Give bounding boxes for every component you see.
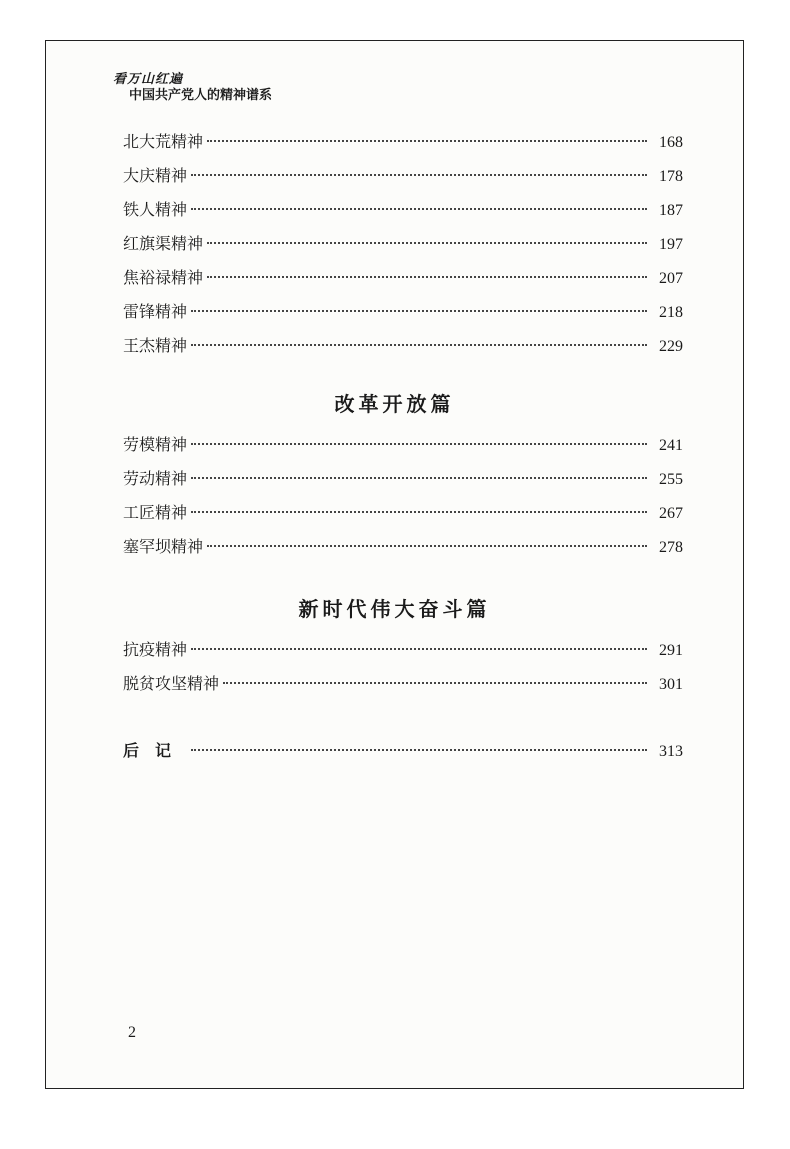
toc-entry-title: 红旗渠精神 <box>123 234 204 253</box>
page-number: 2 <box>128 1024 136 1041</box>
toc-entry[interactable] <box>123 637 683 671</box>
dot-leader <box>207 140 647 142</box>
toc-entry[interactable] <box>123 231 683 265</box>
dot-leader <box>191 208 647 210</box>
toc-entry-page: 218 <box>659 304 683 321</box>
dot-leader <box>207 276 647 278</box>
toc-entry-page: 197 <box>659 236 683 253</box>
toc-entry[interactable] <box>123 197 683 231</box>
toc-entry-page: 278 <box>659 539 683 556</box>
toc-entry-title: 工匠精神 <box>123 503 188 522</box>
toc-entry-page: 301 <box>659 676 683 693</box>
toc-postscript <box>123 738 683 772</box>
running-head <box>113 72 272 105</box>
toc-entry-title: 脱贫攻坚精神 <box>123 674 220 693</box>
dot-leader <box>191 648 647 650</box>
toc-entry-page: 178 <box>659 168 683 185</box>
toc-entry-page: 187 <box>659 202 683 219</box>
toc-entry-title: 北大荒精神 <box>123 132 204 151</box>
toc-entry-page: 229 <box>659 338 683 355</box>
toc-entry[interactable] <box>123 129 683 163</box>
dot-leader <box>207 545 647 547</box>
dot-leader <box>191 174 647 176</box>
toc-entry-title: 后记 <box>123 741 188 760</box>
toc-entry-title: 抗疫精神 <box>123 640 188 659</box>
section-heading-new-era: 新时代伟大奋斗篇 <box>298 597 491 621</box>
toc-entry[interactable] <box>123 333 683 367</box>
toc-entry-title: 塞罕坝精神 <box>123 537 204 556</box>
toc-entry[interactable] <box>123 299 683 333</box>
series-title: 看万山红遍 <box>113 72 184 87</box>
dot-leader <box>191 749 647 751</box>
toc-group-3 <box>123 637 683 705</box>
toc-entry-title: 劳模精神 <box>123 435 188 454</box>
toc-group-1 <box>123 129 683 367</box>
toc-entry-page: 241 <box>659 437 683 454</box>
toc-entry-title: 雷锋精神 <box>123 302 188 321</box>
toc-entry[interactable] <box>123 163 683 197</box>
dot-leader <box>191 344 647 346</box>
dot-leader <box>191 477 647 479</box>
toc-entry-page: 267 <box>659 505 683 522</box>
toc-entry-title: 大庆精神 <box>123 166 188 185</box>
toc-entry[interactable] <box>123 466 683 500</box>
toc-entry-page: 255 <box>659 471 683 488</box>
dot-leader <box>191 443 647 445</box>
toc-entry-page: 168 <box>659 134 683 151</box>
toc-entry[interactable] <box>123 534 683 568</box>
book-title: 中国共产党人的精神谱系 <box>129 88 273 104</box>
dot-leader <box>207 242 647 244</box>
toc-entry-page: 207 <box>659 270 683 287</box>
toc-entry-title: 焦裕禄精神 <box>123 268 204 287</box>
dot-leader <box>191 310 647 312</box>
toc-entry-page: 313 <box>659 743 683 760</box>
toc-entry-title: 铁人精神 <box>123 200 188 219</box>
section-heading-reform: 改革开放篇 <box>334 392 455 416</box>
dot-leader <box>223 682 647 684</box>
toc-entry[interactable] <box>123 738 683 772</box>
toc-entry[interactable] <box>123 265 683 299</box>
toc-entry-title: 劳动精神 <box>123 469 188 488</box>
toc-entry-title: 王杰精神 <box>123 336 188 355</box>
toc-entry[interactable] <box>123 432 683 466</box>
toc-entry-page: 291 <box>659 642 683 659</box>
dot-leader <box>191 511 647 513</box>
toc-entry[interactable] <box>123 500 683 534</box>
toc-group-2 <box>123 432 683 568</box>
toc-entry[interactable] <box>123 671 683 705</box>
